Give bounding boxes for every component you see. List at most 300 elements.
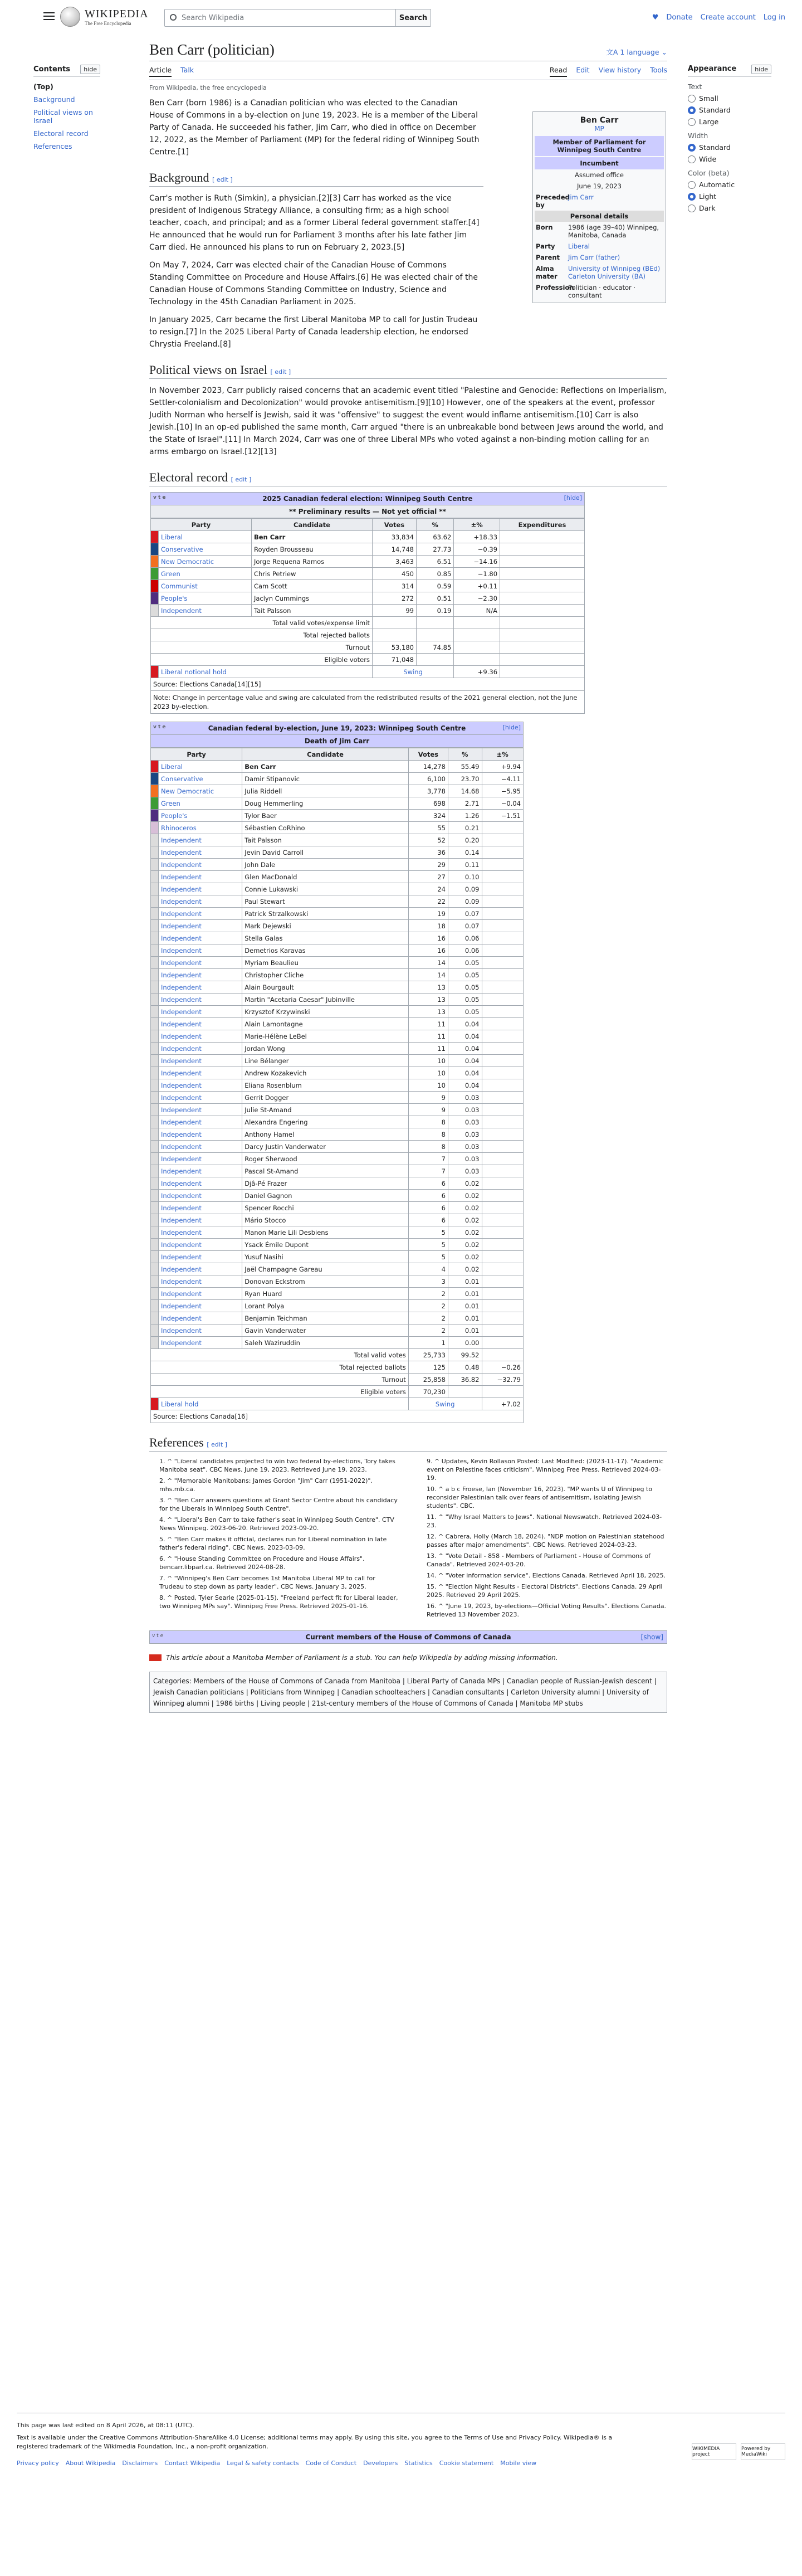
candidate-cell: Mark Dejewski	[242, 920, 409, 932]
candidate-cell: Ben Carr	[251, 531, 372, 543]
table-row	[151, 1214, 524, 1226]
party-cell[interactable]: Conservative	[159, 773, 242, 785]
radio-option[interactable]: Standard	[688, 106, 771, 114]
party-color-swatch	[151, 531, 159, 543]
value-cell: 324	[408, 810, 448, 822]
party-cell[interactable]: Independent	[159, 859, 242, 871]
footer-link[interactable]: About Wikipedia	[65, 2460, 116, 2467]
tab-edit[interactable]: Edit	[576, 66, 590, 74]
reference-item[interactable]: 9. ^ Updates, Kevin Rollason Posted: Last Modified: (2023-11-17). "Academic event on Palestine faces criticism". Winnipeg Free Press. Retrieved 2024-03-19.	[427, 1458, 664, 1482]
party-color-swatch	[151, 543, 159, 556]
value-cell: 9	[408, 1092, 448, 1104]
value-cell: 14	[408, 957, 448, 969]
party-cell[interactable]: Independent	[159, 920, 242, 932]
party-cell[interactable]: Independent	[159, 1214, 242, 1226]
party-color-swatch	[151, 1312, 159, 1324]
value-cell: 14	[408, 969, 448, 981]
footer-link[interactable]: Cookie statement	[439, 2460, 494, 2467]
candidate-cell: Royden Brousseau	[251, 543, 372, 556]
party-cell[interactable]: Independent	[159, 1226, 242, 1239]
toc-item[interactable]: (Top)	[33, 82, 53, 91]
value-cell: 0.05	[448, 994, 482, 1006]
reference-item[interactable]: 14. ^ "Voter information service". Elections Canada. Retrieved April 18, 2025.	[427, 1572, 666, 1579]
table-row	[151, 1251, 524, 1263]
totals-value	[416, 654, 453, 666]
candidate-cell: Tait Palsson	[251, 605, 372, 617]
party-cell[interactable]: Independent	[159, 895, 242, 908]
value-cell: 0.09	[448, 883, 482, 895]
value-cell: 0.09	[448, 895, 482, 908]
party-color-swatch	[151, 1141, 159, 1153]
value-cell: 272	[372, 592, 416, 605]
table-row	[151, 920, 524, 932]
table-row	[151, 1202, 524, 1214]
value-cell: −4.11	[482, 773, 524, 785]
party-cell[interactable]: Independent	[159, 1275, 242, 1288]
party-cell[interactable]: Independent	[159, 994, 242, 1006]
radio-option[interactable]: Light	[688, 192, 771, 201]
party-cell[interactable]: Independent	[159, 1190, 242, 1202]
toc-item[interactable]: Background	[33, 95, 75, 104]
table-row	[151, 1092, 524, 1104]
radio-option[interactable]: Dark	[688, 204, 771, 212]
wikimedia-badge[interactable]: WIKIMEDIA project	[692, 2443, 736, 2460]
footer-link[interactable]: Mobile view	[500, 2460, 537, 2467]
candidate-cell: Benjamin Teichman	[242, 1312, 409, 1324]
party-color-swatch	[151, 1153, 159, 1165]
tab-read[interactable]: Read	[550, 66, 567, 77]
reference-item[interactable]: 2. ^ "Memorable Manitobans: James Gordon "Jim" Carr (1951-2022)". mhs.mb.ca.	[159, 1477, 373, 1493]
value-cell: 9	[408, 1104, 448, 1116]
navbox-show-button[interactable]: [show]	[640, 1633, 663, 1641]
wikipedia-logo[interactable]	[60, 7, 149, 27]
value-cell	[500, 531, 585, 543]
donate-heart-icon: ♥	[652, 13, 659, 22]
article-content	[149, 38, 667, 1713]
party-cell[interactable]: New Democratic	[159, 556, 252, 568]
totals-row	[151, 654, 585, 666]
party-cell[interactable]: Independent	[159, 1239, 242, 1251]
totals-value: 70,230	[408, 1386, 448, 1398]
party-cell[interactable]: Independent	[159, 605, 252, 617]
column-header: Votes	[408, 748, 448, 761]
value-cell	[482, 1312, 524, 1324]
infobox-alma-link[interactable]: University of Winnipeg (BEd) Carleton University (BA)	[568, 265, 661, 280]
party-color-swatch	[151, 957, 159, 969]
infobox-born-value: 1986 (age 39–40) Winnipeg, Manitoba, Canada	[568, 223, 659, 239]
party-cell[interactable]: People's	[159, 592, 252, 605]
candidate-cell: Jaclyn Cummings	[251, 592, 372, 605]
value-cell	[482, 1153, 524, 1165]
table-row	[151, 761, 524, 773]
toc-item[interactable]: References	[33, 142, 72, 150]
reference-item[interactable]: 15. ^ "Election Night Results - Electoral Districts". Elections Canada. 29 April 2025. Retrieved 29 April 2025.	[427, 1583, 663, 1599]
empty-cell	[500, 654, 585, 666]
party-cell[interactable]: Independent	[159, 1153, 242, 1165]
reference-item[interactable]: 13. ^ "Vote Detail - 858 - Members of Parliament - House of Commons of Canada". Retrieved 2024-03-20.	[427, 1552, 651, 1568]
edit-link[interactable]: [ edit ]	[207, 1441, 227, 1448]
party-cell[interactable]: Independent	[159, 1128, 242, 1141]
totals-value	[372, 629, 416, 641]
reference-item[interactable]: 11. ^ "Why Israel Matters to Jews". National Newswatch. Retrieved 2024-03-23.	[427, 1513, 662, 1529]
totals-value	[482, 1386, 524, 1398]
totals-label: Total valid votes	[151, 1349, 409, 1361]
party-color-swatch	[151, 834, 159, 846]
radio-option[interactable]: Large	[688, 118, 771, 126]
infobox-parent-label: Parent	[536, 254, 560, 261]
infobox-name: Ben Carr	[580, 116, 619, 125]
candidate-cell: Donovan Eckstrom	[242, 1275, 409, 1288]
party-cell[interactable]: Independent	[159, 1202, 242, 1214]
language-button[interactable]: 文A 1 language ⌄	[606, 48, 667, 56]
hold-row	[151, 1398, 524, 1410]
party-cell[interactable]: Independent	[159, 932, 242, 944]
totals-value	[448, 1386, 482, 1398]
table-row	[151, 994, 524, 1006]
value-cell: 7	[408, 1153, 448, 1165]
party-color-swatch	[151, 908, 159, 920]
party-cell[interactable]: Independent	[159, 846, 242, 859]
party-cell[interactable]: Independent	[159, 1263, 242, 1275]
candidate-cell: Lorant Polya	[242, 1300, 409, 1312]
background-paragraph-3: In January 2025, Carr became the first Liberal Manitoba MP to call for Justin Trudeau to resign.[7] In the 2025 Liberal Party of Canada leadership election, he endorsed Chrystia Freeland.[8]	[149, 315, 478, 349]
navbox-vte[interactable]: v t e	[153, 724, 166, 730]
table-row	[151, 1324, 524, 1337]
value-cell: 0.01	[448, 1312, 482, 1324]
candidate-cell: Julie St-Amand	[242, 1104, 409, 1116]
table-row	[151, 810, 524, 822]
reference-item[interactable]: 4. ^ "Liberal's Ben Carr to take father's seat in Winnipeg South Centre". CTV News Winnipeg. 2023-06-20. Retrieved 2023-09-20.	[159, 1516, 394, 1532]
infobox-party-link[interactable]: Liberal	[568, 242, 590, 250]
reference-item[interactable]: 3. ^ "Ben Carr answers questions at Grant Sector Centre about his candidacy for the Liberals in Winnipeg South Centre".	[159, 1497, 398, 1512]
party-cell[interactable]: Independent	[159, 1104, 242, 1116]
footer-link[interactable]: Code of Conduct	[305, 2460, 357, 2467]
reference-item[interactable]: 8. ^ Posted, Tyler Searle (2025-01-15). "Freeland perfect fit for Liberal leader, two Winnipeg MPs say". Winnipeg Free Press. Retrieved 2025-01-16.	[159, 1594, 398, 1610]
party-cell[interactable]: Independent	[159, 1092, 242, 1104]
party-color-swatch	[151, 773, 159, 785]
value-cell: 0.07	[448, 908, 482, 920]
hide-button[interactable]: [hide]	[564, 494, 582, 501]
reference-item[interactable]: 1. ^ "Liberal candidates projected to win two federal by-elections, Tory takes Manitoba seat". CBC News. June 19, 2023. Retrieved June 19, 2023.	[159, 1458, 395, 1473]
radio-icon	[688, 193, 696, 201]
candidate-cell: Gavin Vanderwater	[242, 1324, 409, 1337]
infobox-parent-link[interactable]: Jim Carr (father)	[568, 254, 620, 261]
party-cell[interactable]: Rhinoceros	[159, 822, 242, 834]
political-paragraph: In November 2023, Carr publicly raised concerns that an academic event titled "Palestine and Genocide: Reflections on Imperialism, Settler-colonialism and Decolonization" would provoke antisemitism.[9][10] However, one of the speakers at the event, professor Judith Norman who herself is Jewish, said it was "offensive" to suggest the event would inflame antisemitism.[10] Carr is also Jewish.[10] In an op-ed published the same month, Carr argued "there is an unbreakable bond between Jews around the world, and the State of Israel".[11] In March 2024, Carr was one of three Liberal MPs who voted against a non-binding motion calling for an arms embargo on Israel.[12][13]	[149, 386, 667, 456]
party-cell[interactable]: Independent	[159, 1337, 242, 1349]
candidate-cell: Demetrios Karavas	[242, 944, 409, 957]
value-cell: 23.70	[448, 773, 482, 785]
party-color-swatch	[151, 1067, 159, 1079]
value-cell	[482, 920, 524, 932]
table-row	[151, 1104, 524, 1116]
column-header: Candidate	[242, 748, 409, 761]
party-color-swatch	[151, 568, 159, 580]
value-cell: 3	[408, 1275, 448, 1288]
value-cell: 2	[408, 1300, 448, 1312]
value-cell	[482, 994, 524, 1006]
table-row	[151, 1300, 524, 1312]
party-color-swatch	[151, 1116, 159, 1128]
party-cell[interactable]: Independent	[159, 1018, 242, 1030]
value-cell: 0.04	[448, 1018, 482, 1030]
hide-button[interactable]: [hide]	[502, 724, 521, 731]
party-cell[interactable]: Independent	[159, 957, 242, 969]
table-row	[151, 969, 524, 981]
log-in-link[interactable]: Log in	[763, 13, 785, 22]
tab-tools[interactable]: Tools	[650, 66, 667, 74]
empty-cell	[500, 629, 585, 641]
table-row	[151, 1312, 524, 1324]
party-cell[interactable]: Green	[159, 797, 242, 810]
value-cell: 36	[408, 846, 448, 859]
footer-link[interactable]: Privacy policy	[17, 2460, 59, 2467]
value-cell: 0.01	[448, 1275, 482, 1288]
radio-option[interactable]: Automatic	[688, 181, 771, 189]
value-cell: 6	[408, 1202, 448, 1214]
categories-box[interactable]: Categories: Members of the House of Commons of Canada from Manitoba | Liberal Party of Canada MPs | Canadian people of Russian-Jewish descent | Jewish Canadian politicians | Politicians from Winnipeg | Canadian schoolteachers | Canadian consultants | Carleton University alumni | University of Winnipeg alumni | 1986 births | Living people | 21st-century members of the House of Commons of Canada | Manitoba MP stubs	[149, 1672, 667, 1713]
infobox-incumbent: Incumbent	[535, 157, 664, 169]
party-cell[interactable]: Independent	[159, 1055, 242, 1067]
table-row	[151, 895, 524, 908]
edit-link[interactable]: [ edit ]	[270, 368, 291, 376]
value-cell	[482, 981, 524, 994]
party-cell[interactable]: Green	[159, 568, 252, 580]
party-cell[interactable]: Independent	[159, 1324, 242, 1337]
candidate-cell: Roger Sherwood	[242, 1153, 409, 1165]
party-color-swatch	[151, 592, 159, 605]
value-cell: 63.62	[416, 531, 453, 543]
table-row	[151, 592, 585, 605]
party-color-swatch	[151, 1239, 159, 1251]
value-cell	[500, 605, 585, 617]
value-cell: 0.03	[448, 1104, 482, 1116]
radio-option[interactable]: Small	[688, 94, 771, 103]
value-cell: −5.95	[482, 785, 524, 797]
footer-link[interactable]: Legal & safety contacts	[227, 2460, 299, 2467]
totals-value	[454, 629, 500, 641]
party-color-swatch	[151, 605, 159, 617]
value-cell: 11	[408, 1018, 448, 1030]
party-cell[interactable]: New Democratic	[159, 785, 242, 797]
edit-link[interactable]: [ edit ]	[231, 476, 252, 483]
party-cell[interactable]: Independent	[159, 1300, 242, 1312]
party-cell[interactable]: Independent	[159, 1165, 242, 1177]
party-cell[interactable]: Independent	[159, 1079, 242, 1092]
value-cell: 314	[372, 580, 416, 592]
column-header: %	[416, 519, 453, 531]
value-cell	[482, 1067, 524, 1079]
infobox-personal-header: Personal details	[535, 211, 664, 222]
party-cell[interactable]: Independent	[159, 1116, 242, 1128]
party-cell[interactable]: Independent	[159, 1006, 242, 1018]
infobox-born-label: Born	[536, 223, 553, 231]
value-cell: 6,100	[408, 773, 448, 785]
candidate-cell: Saleh Waziruddin	[242, 1337, 409, 1349]
reference-item[interactable]: 10. ^ a b c Froese, Ian (November 16, 2023). "MP wants U of Winnipeg to reconsider Palestinian talk over fears of antisemitism, isolating Jewish students". CBC.	[427, 1486, 653, 1509]
edit-link[interactable]: [ edit ]	[212, 176, 233, 183]
value-cell: 698	[408, 797, 448, 810]
tab-view-history[interactable]: View history	[598, 66, 642, 74]
radio-option[interactable]: Wide	[688, 155, 771, 163]
party-color-swatch	[151, 1190, 159, 1202]
totals-label: Total rejected ballots	[151, 1361, 409, 1374]
value-cell: 0.05	[448, 957, 482, 969]
table-row	[151, 859, 524, 871]
hold-text[interactable]: Liberal hold	[159, 1398, 409, 1410]
value-cell: 0.01	[448, 1300, 482, 1312]
party-cell[interactable]: Independent	[159, 871, 242, 883]
infobox-alma-label: Alma mater	[536, 265, 558, 280]
party-cell[interactable]: Independent	[159, 969, 242, 981]
party-cell[interactable]: Independent	[159, 1177, 242, 1190]
party-cell[interactable]: Communist	[159, 580, 252, 592]
value-cell: 10	[408, 1067, 448, 1079]
appearance-hide-button[interactable]: hide	[751, 65, 771, 74]
party-cell[interactable]: Liberal	[159, 761, 242, 773]
footer-link[interactable]: Disclaimers	[122, 2460, 158, 2467]
table-header-row	[151, 519, 585, 531]
value-cell	[500, 580, 585, 592]
party-cell[interactable]: Independent	[159, 1251, 242, 1263]
party-cell[interactable]: Independent	[159, 1067, 242, 1079]
party-color-swatch	[151, 1165, 159, 1177]
value-cell: 0.02	[448, 1239, 482, 1251]
tab-article[interactable]: Article	[149, 66, 172, 77]
party-cell[interactable]: Independent	[159, 1141, 242, 1153]
search-icon	[170, 14, 177, 21]
reference-item[interactable]: 12. ^ Cabrera, Holly (March 18, 2024). "NDP motion on Palestinian statehood passes after major amendments". CBC News. Retrieved 2024-03-23.	[427, 1533, 664, 1548]
toc-hide-button[interactable]: hide	[80, 65, 100, 74]
mediawiki-badge[interactable]: Powered by MediaWiki	[741, 2443, 785, 2460]
party-cell[interactable]: Conservative	[159, 543, 252, 556]
party-color-swatch	[151, 797, 159, 810]
party-cell[interactable]: Independent	[159, 1030, 242, 1043]
footer-link[interactable]: Developers	[363, 2460, 398, 2467]
column-header: Party	[151, 748, 242, 761]
totals-value	[416, 629, 453, 641]
search-input[interactable]	[164, 9, 398, 27]
reference-item[interactable]: 16. ^ "June 19, 2023, by-elections—Official Voting Results". Elections Canada. Retrieved 13 November 2023.	[427, 1603, 667, 1618]
value-cell	[482, 1128, 524, 1141]
toc-item[interactable]: Political views on Israel	[33, 108, 93, 125]
value-cell: 0.05	[448, 981, 482, 994]
value-cell: 5	[408, 1239, 448, 1251]
candidate-cell: Martin "Acetaria Caesar" Jubinville	[242, 994, 409, 1006]
party-cell[interactable]: Independent	[159, 944, 242, 957]
totals-value: 74.85	[416, 641, 453, 654]
value-cell: 0.02	[448, 1226, 482, 1239]
totals-value	[372, 617, 416, 629]
value-cell: 11	[408, 1030, 448, 1043]
value-cell	[482, 1263, 524, 1275]
value-cell: 0.03	[448, 1116, 482, 1128]
party-color-swatch	[151, 1324, 159, 1337]
navbox-vte[interactable]: v t e	[153, 495, 166, 500]
value-cell: 6	[408, 1177, 448, 1190]
reference-item[interactable]: 7. ^ "Winnipeg's Ben Carr becomes 1st Manitoba Liberal MP to call for Trudeau to step down as party leader". CBC News. January 3, 2025.	[159, 1575, 375, 1590]
reference-item[interactable]: 5. ^ "Ben Carr makes it official, declares run for Liberal nomination in late father's federal riding". CBC News. 2023-03-09.	[159, 1536, 387, 1551]
from-wikipedia: From Wikipedia, the free encyclopedia	[149, 84, 267, 91]
table-row	[151, 1141, 524, 1153]
party-cell[interactable]: Independent	[159, 1043, 242, 1055]
radio-icon	[688, 106, 696, 114]
party-color-swatch	[151, 761, 159, 773]
value-cell: 3,778	[408, 785, 448, 797]
candidate-cell: Gerrit Dogger	[242, 1092, 409, 1104]
value-cell: 19	[408, 908, 448, 920]
column-header: Candidate	[251, 519, 372, 531]
party-cell[interactable]: Liberal	[159, 531, 252, 543]
party-color-swatch	[151, 1398, 159, 1410]
party-color-swatch	[151, 1079, 159, 1092]
byelection-source: Source: Elections Canada[16]	[150, 1410, 524, 1423]
infobox-office[interactable]: Member of Parliament for Winnipeg South Centre	[535, 136, 664, 156]
party-cell[interactable]: People's	[159, 810, 242, 822]
party-color-swatch	[151, 932, 159, 944]
infobox-preceded-link[interactable]: Jim Carr	[568, 193, 594, 201]
totals-label: Turnout	[151, 641, 373, 654]
value-cell: 5	[408, 1251, 448, 1263]
party-cell[interactable]: Independent	[159, 1288, 242, 1300]
infobox-post[interactable]: MP	[594, 125, 604, 133]
background-paragraph-1: Carr's mother is Ruth (Simkin), a physician.[2][3] Carr has worked as the vice president of Indigenous Strategy Alliance, a consulting firm; as a high school teacher, coach, and principal; and as a former Liberal federal government staffer.[4] He announced that he would run for Parliament 3 months after his late father Jim Carr died. He announced his plans to run on February 2, 2023.[5]	[149, 194, 480, 252]
candidate-cell: Jaël Champagne Gareau	[242, 1263, 409, 1275]
tab-talk[interactable]: Talk	[180, 66, 194, 74]
value-cell: 0.19	[416, 605, 453, 617]
candidate-cell: Stella Galas	[242, 932, 409, 944]
value-cell: 16	[408, 944, 448, 957]
party-cell[interactable]: Independent	[159, 908, 242, 920]
donate-link[interactable]: Donate	[666, 13, 693, 22]
party-cell[interactable]: Independent	[159, 981, 242, 994]
radio-option[interactable]: Standard	[688, 143, 771, 152]
candidate-cell: Alexandra Engering	[242, 1116, 409, 1128]
party-color-swatch	[151, 1275, 159, 1288]
candidate-cell: Damir Stipanovic	[242, 773, 409, 785]
totals-value: 25,858	[408, 1374, 448, 1386]
byelection-death-note: Death of Jim Carr	[150, 735, 524, 748]
toc-list	[33, 80, 100, 153]
table-row	[151, 531, 585, 543]
party-cell[interactable]: Independent	[159, 1312, 242, 1324]
appearance-title: Appearance	[688, 65, 737, 73]
create-account-link[interactable]: Create account	[700, 13, 756, 22]
byelection-2023-box	[150, 722, 524, 1423]
party-cell[interactable]: Independent	[159, 834, 242, 846]
totals-value: 99.52	[448, 1349, 482, 1361]
hold-text[interactable]: Liberal notional hold	[159, 666, 373, 678]
candidate-cell: Mário Stocco	[242, 1214, 409, 1226]
reference-item[interactable]: 6. ^ "House Standing Committee on Procedure and House Affairs". bencarr.libparl.ca. Retrieved 2024-08-28.	[159, 1555, 365, 1571]
value-cell	[482, 1018, 524, 1030]
party-color-swatch	[151, 944, 159, 957]
page-title	[149, 38, 667, 61]
main-menu-icon[interactable]	[43, 10, 55, 21]
footer-link[interactable]: Contact Wikipedia	[164, 2460, 221, 2467]
table-row	[151, 981, 524, 994]
swing-label[interactable]: Swing	[372, 666, 453, 678]
candidate-cell: Marie-Hélène LeBel	[242, 1030, 409, 1043]
party-cell[interactable]: Independent	[159, 883, 242, 895]
search-button[interactable]: Search	[395, 9, 431, 27]
toc-item[interactable]: Electoral record	[33, 129, 89, 138]
swing-label[interactable]: Swing	[408, 1398, 482, 1410]
candidate-cell: Tylor Baer	[242, 810, 409, 822]
party-color-swatch	[151, 1177, 159, 1190]
value-cell	[482, 834, 524, 846]
footer-link[interactable]: Statistics	[404, 2460, 433, 2467]
